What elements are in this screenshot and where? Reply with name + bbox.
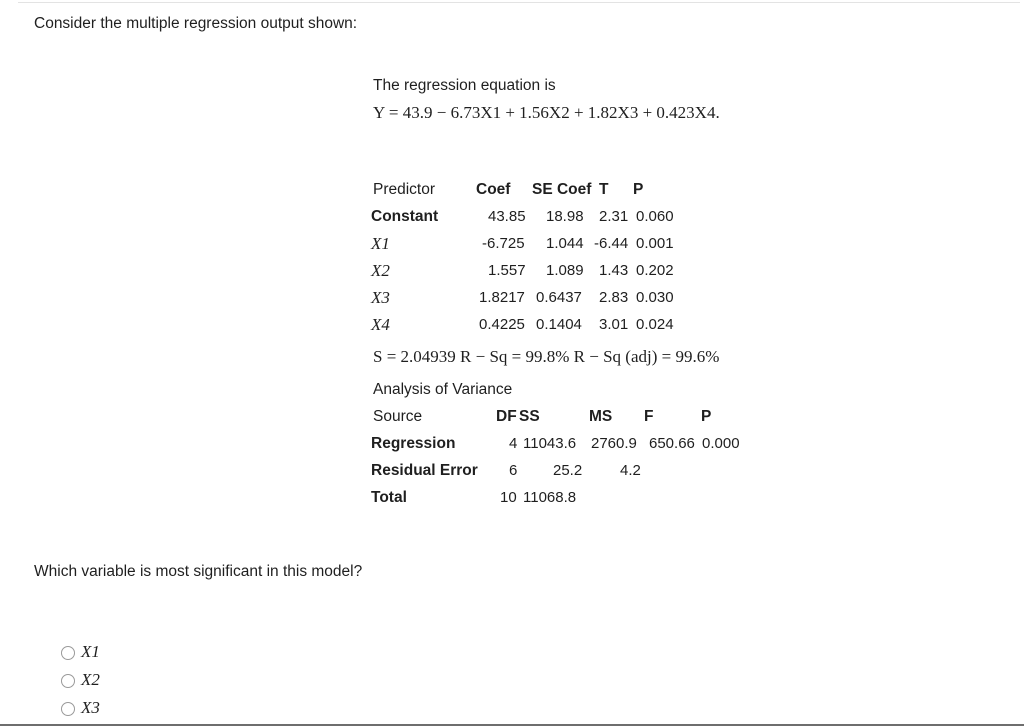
equation-label: The regression equation is xyxy=(373,77,556,94)
p-value: 0.030 xyxy=(636,289,674,306)
p-value: 0.202 xyxy=(636,262,674,279)
coef-value: 0.4225 xyxy=(479,316,525,333)
anova-header-df: DF xyxy=(496,408,517,425)
anova-df: 4 xyxy=(509,435,518,452)
anova-header-p: P xyxy=(701,408,712,425)
se-coef-value: 1.089 xyxy=(546,262,584,279)
p-value: 0.060 xyxy=(636,208,674,225)
anova-title: Analysis of Variance xyxy=(373,381,513,398)
se-coef-value: 18.98 xyxy=(546,208,584,225)
p-value: 0.024 xyxy=(636,316,674,333)
anova-source-total: Total xyxy=(371,489,407,506)
fit-statistics: S = 2.04939 R − Sq = 99.8% R − Sq (adj) = 99.6% xyxy=(373,347,720,366)
predictor-x4: X4 xyxy=(371,315,390,334)
se-coef-value: 1.044 xyxy=(546,235,584,252)
anova-ss: 25.2 xyxy=(553,462,583,479)
radio-button[interactable] xyxy=(61,674,75,688)
predictor-x3: X3 xyxy=(371,288,390,307)
option-x2[interactable] xyxy=(61,669,171,691)
t-value: 1.43 xyxy=(599,262,629,279)
header-p: P xyxy=(633,181,644,198)
coef-value: 1.8217 xyxy=(479,289,525,306)
option-label: X2 xyxy=(81,670,100,689)
anova-df: 6 xyxy=(509,462,518,479)
predictor-constant: Constant xyxy=(371,208,439,225)
t-value: 2.83 xyxy=(599,289,629,306)
anova-header-ss: SS xyxy=(519,408,540,425)
question-prompt: Which variable is most significant in this model? xyxy=(34,563,363,580)
predictor-x2: X2 xyxy=(371,261,390,280)
anova-ms: 4.2 xyxy=(620,462,641,479)
option-x3[interactable] xyxy=(61,697,171,719)
anova-ss: 11043.6 xyxy=(523,435,577,452)
anova-source-residual: Residual Error xyxy=(371,462,478,479)
question-intro: Consider the multiple regression output shown: xyxy=(34,15,358,32)
se-coef-value: 0.1404 xyxy=(536,316,582,333)
header-se-coef: SE Coef xyxy=(532,181,592,198)
anova-header-ms: MS xyxy=(589,408,613,425)
option-label: X1 xyxy=(81,642,100,661)
option-label: X3 xyxy=(81,698,100,717)
header-t: T xyxy=(599,181,609,198)
header-predictor: Predictor xyxy=(373,181,436,198)
option-x1[interactable] xyxy=(61,641,171,663)
anova-header-source: Source xyxy=(373,408,423,425)
anova-p: 0.000 xyxy=(702,435,740,452)
anova-f: 650.66 xyxy=(649,435,695,452)
anova-header-f: F xyxy=(644,408,654,425)
coef-value: -6.725 xyxy=(482,235,525,252)
anova-ss: 11068.8 xyxy=(523,489,577,506)
anova-df: 10 xyxy=(500,489,517,506)
anova-ms: 2760.9 xyxy=(591,435,637,452)
t-value: 3.01 xyxy=(599,316,629,333)
p-value: 0.001 xyxy=(636,235,674,252)
radio-button[interactable] xyxy=(61,646,75,660)
anova-source-regression: Regression xyxy=(371,435,456,452)
radio-button[interactable] xyxy=(61,702,75,716)
top-divider xyxy=(18,2,1020,3)
t-value: 2.31 xyxy=(599,208,629,225)
coef-value: 1.557 xyxy=(488,262,526,279)
regression-equation: Y = 43.9 − 6.73X1 + 1.56X2 + 1.82X3 + 0.423X4. xyxy=(373,103,720,122)
t-value: -6.44 xyxy=(594,235,629,252)
se-coef-value: 0.6437 xyxy=(536,289,582,306)
coef-value: 43.85 xyxy=(488,208,526,225)
predictor-x1: X1 xyxy=(371,234,390,253)
header-coef: Coef xyxy=(476,181,511,198)
